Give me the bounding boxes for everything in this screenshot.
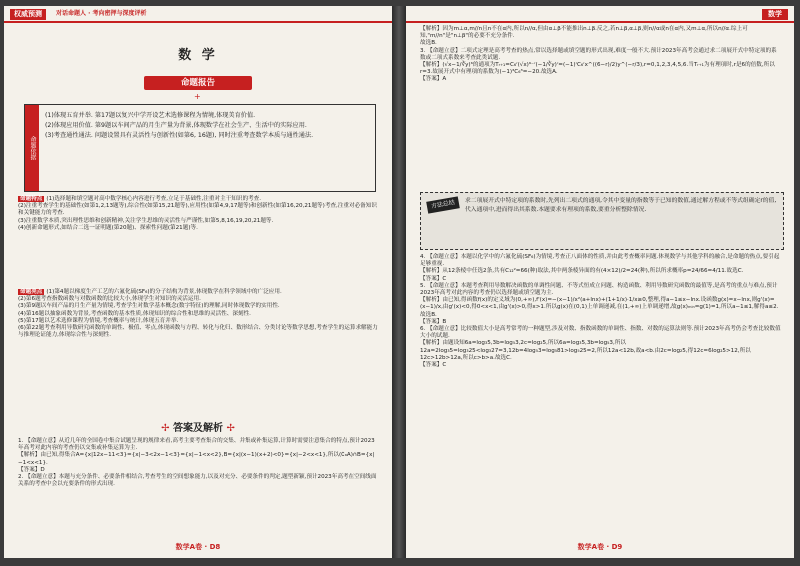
- plus-icon: +: [194, 92, 201, 101]
- answers-right-bottom: [420, 254, 782, 369]
- q5-answer: 【答案】B: [420, 318, 447, 325]
- q3-solution: 【解析】(√x−1/∛y)⁶的通项为Tᵣ₊₁=C₆ʳ(√x)⁶⁻ʳ(−1/∛y)ʳ=(−1)ʳC₆ʳx^((6−r)/2)y^(−r/3),r=0,1,2,3,4,5,6.当Tᵣ₊₁为有理项时,r是6的倍数,所以r=3.故展开式中有理项的系数为(−1)³C₆³=−20.故选A.: [420, 62, 775, 76]
- method-summary-box: [420, 192, 784, 250]
- q2-solution: 【解析】因为m⊥α,m//n且n不在α内,所以n//α,但由α⊥β不能推出n⊥β.反之,若n⊥β,α⊥β,则n//α或n在α内,又m⊥α,所以n//α.综上可知,"m//n"是"n⊥β"的必要不充分条件.: [420, 26, 748, 40]
- header-rule: [406, 21, 794, 23]
- page-header: [4, 6, 392, 22]
- q1-intent: 1. 【命题立意】从近几年的全国卷中集合试题呈现的规律来看,高考主要考查集合的交集、并集或补集运算,计算时需要注意集合的特点,预计2023年高考对此内容的考查仍以交集或补集运算为主.: [18, 438, 375, 452]
- hot-item: (4)第16题以抽象函数为背景,考查函数的基本性质,体现知识的综合性和思维的灵活性、深刻性.: [18, 310, 251, 317]
- highlights: [18, 289, 380, 339]
- report-items: [45, 111, 370, 141]
- hot-item: (3)第9题以车间产品的月生产量为情境,考查学生对数学基本概念(数字特征)的理解,同时体现数学的实用性.: [18, 303, 280, 310]
- q4-answer: 【答案】C: [420, 275, 447, 282]
- report-item: (2)体现应用价值. 第9题以车间产品的月生产量为背景,体现数学在社会生产、生活中的实际应用.: [45, 122, 307, 129]
- q6-answer: 【答案】C: [420, 362, 447, 369]
- hot-item: (2)第6题考查指数函数与对数函数的比较大小,体现学生对知识的灵活运用.: [18, 296, 201, 303]
- page-footer: 数学A卷 · D9: [577, 543, 623, 551]
- hot-item: (1)第4题以梯度生产工艺的六氟化硫(SF₆)的分子结构为背景,体现数学在科学领域中的广泛应用.: [46, 289, 282, 295]
- q6-solution: 【解析】由题设知6a=log₃5,3b=log₅3,2c=log₂5,所以6a=log₃5,3b=log₅3,所以12a=2log₃5=log₃25<log₃27=3,12b=4log₅3=log₅81>log₅25=2,所以12a<12b,故a<b.由2c=log₂5,得12c=6log₂5>12,所以12c>12b>12a,所以c>b>a.故选C.: [420, 340, 751, 361]
- sparkle-icon: ✢: [161, 423, 173, 434]
- hot-item: (6)第22题考查利用导数研究函数的单调性、极值、零点,体现函数与方程、转化与化归、数形结合、分类讨论等数学思想,考查学生的运算求解能力与推理论证能力,体现综合性与深刻性.: [18, 325, 378, 339]
- page-footer: 数学A卷 · D8: [175, 543, 221, 551]
- sparkle-icon: ✢: [223, 423, 235, 434]
- page-title: 数 学: [178, 48, 218, 63]
- q3-intent: 3. 【命题立意】二项式定理是高考考查的热点,常以选择题或填空题的形式出现,难度一般不大.预计2023年高考会通过求二项展开式中特定项的系数或二项式系数来考查此类试题.: [420, 47, 777, 61]
- book-spine: [392, 6, 406, 558]
- key-item: (3)注重数学本质,突出理性思维和创新精神,关注学生思维的灵活性与严谨性,如第5,8,16,19,20,21题等.: [18, 217, 274, 224]
- answers-right-top: [420, 26, 782, 84]
- report-item: (1)体现五育并举. 第17题以复兴中学开设艺术选修课程为情境,体现美育价值.: [45, 112, 256, 119]
- q1-answer: 【答案】D: [18, 466, 45, 473]
- method-text: 求二项展开式中特定项的系数时,先列出二项式的通项,令其中变量的指数等于已知的数值,通过解方程或不等式组确定r的值,代入通项中,进而得出其系数.本题要求有理项的系数,要重分析整除情况.: [465, 198, 777, 213]
- key-item: (2)注重考查学生的基础性(如第1,2,13题等),综合性(如第15,21题等),应用性(如第4,9,17题等)和创新性(如第16,20,21题等)考查,注重对必备知识和关键能力的考查.: [18, 203, 377, 217]
- q6-intent: 6. 【命题立意】比较数值大小是高考常考的一种题型,涉及对数、指数函数的单调性、指数、对数的运算法则等.预计2023年高考仍会考查比较数值大小的试题.: [420, 326, 781, 340]
- q2-answer: 故选B.: [420, 40, 437, 47]
- key-item: (1)选择题和填空题对高中数学核心内容进行考查,立足于基础性,注重对主干知识的考查.: [46, 196, 262, 202]
- q5-solution: 【解析】由已知,得函数f(x)的定义域为(0,+∞),f'(x)=−(x−1)/x²(a+lnx)+(1+1/x)·1/x≥0,整理,得a−1≤x−lnx.设函数g(x)=x−lnx,则g'(x)=(x−1)/x,由g'(x)<0,得0<x<1,由g'(x)>0,得x>1.所以g(x)在(0,1)上单调递减,在(1,+∞)上单调递增,故g(x)ₘᵢₙ=g(1)=1,所以a−1≤1,解得a≤2.故选B.: [420, 297, 779, 318]
- answers-title: 答案及解析: [173, 423, 223, 434]
- report-item: (3)考查通性通法. 问题设置具有灵活性与创新性(如第6, 16题), 同时注重考查数学本质与通性通法.: [45, 132, 314, 139]
- q5-intent: 5. 【命题立意】本题考查利用导数解决函数的单调性问题、不等式恒成立问题、构造函数、利用导数研究函数的最值等,是高考的重点与难点,预计2023年高考对此内容的考查仍以选择题或填空题为主.: [420, 282, 778, 297]
- right-page: [406, 6, 794, 558]
- key-item: (4)创新命题形式,如结合二选一证明题(第20题)、探索性问题(第21题)等.: [18, 224, 198, 231]
- subject-tag: 数学: [762, 9, 788, 20]
- method-tag: 方法总结: [426, 196, 460, 213]
- left-page: [4, 6, 392, 558]
- key-label: 命题特点: [20, 196, 43, 202]
- hot-label: 命题亮点: [20, 289, 43, 295]
- hot-item: (5)第17题以艺术选修课程为情境,考查概率与统计,体现五育并举.: [18, 317, 179, 324]
- header-line: 对话命题人 · 考向密押与深度评析: [56, 10, 147, 17]
- q1-solution: 【解析】由已知,得集合A={x|12x−11<3}={x|−3<2x−1<3}={x|−1<x<2},B={x|(x−1)(x+2)<0}={x|−2<x<1},所以(∁ₐA)∩B={x|−1<x<1}.: [18, 452, 375, 466]
- q4-intent: 4. 【命题立意】本题以化学中的六氟化硫(SF₆)为情境,考查正八面体的性质,并由此考查概率问题.体现数学与其他学科的融合,是命题的热点,要引起足够重视.: [420, 254, 780, 268]
- header-rule: [4, 21, 392, 23]
- q3-answer: 【答案】A: [420, 76, 447, 83]
- key-features: [18, 196, 380, 232]
- report-banner: 命题报告: [144, 76, 252, 90]
- report-side-label: 命题依据: [25, 105, 39, 191]
- q2-intent: 2. 【命题立意】本题与充分条件、必要条件相结合,考查考生的空间想象能力,以及对充分、必要条件的判定,题型新颖,预计2023年高考在空间线面关系的考查中会以充要条件的形式出现.: [18, 474, 377, 488]
- answers-left: [18, 438, 380, 488]
- report-box: [24, 104, 376, 192]
- header-badge: 权威预测: [10, 9, 46, 20]
- answers-banner: [4, 419, 392, 434]
- q4-solution: 【解析】从12条棱中任选2条,共有C₁₂²=66(种)取法,其中两条棱异面的有(4×12)/2=24(种),所以所求概率p=24/66=4/11.故选C.: [420, 268, 744, 275]
